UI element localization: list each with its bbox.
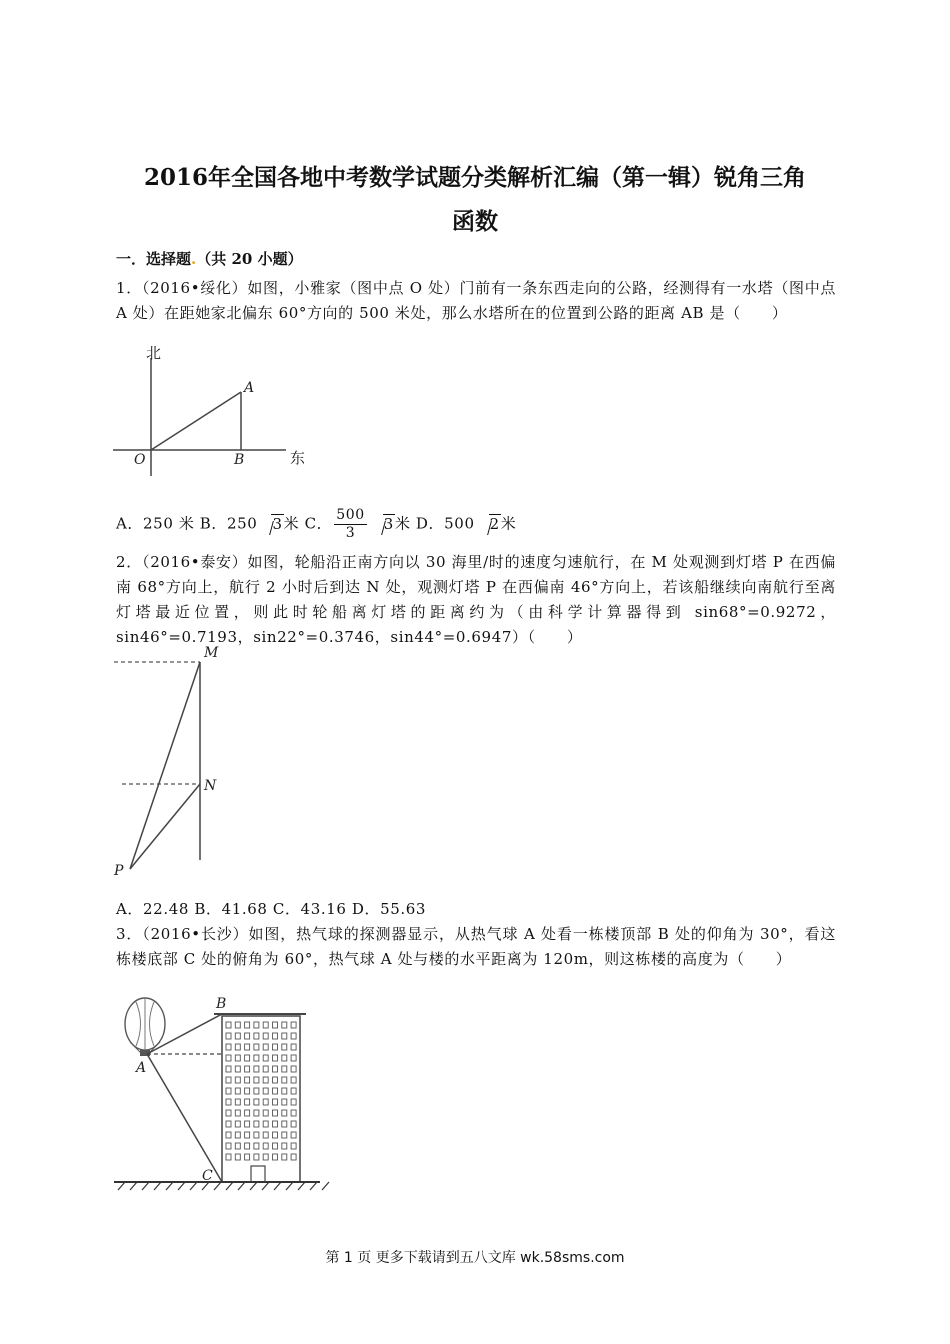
q1-option-a-b: A．250 米 B．250 — [116, 514, 258, 533]
question-1-figure — [108, 346, 318, 476]
question-3-text: 3．（2016•长沙）如图，热气球的探测器显示，从热气球 A 处看一栋楼顶部 B 处的仰角为 30°，看这栋楼底部 C 处的俯角为 60°，热气球 A 处与楼的水平距离为 120m，则这栋楼的高度为（ ） — [116, 925, 836, 968]
fraction-numerator: 500 — [336, 507, 365, 523]
label-p: P — [114, 863, 124, 879]
radicand: 3 — [272, 514, 283, 533]
sqrt-2-d — [477, 515, 501, 533]
label-o: O — [134, 452, 146, 468]
question-3-figure — [108, 990, 333, 1200]
unit-mi: 米 — [394, 514, 411, 533]
label-a: A — [136, 1060, 147, 1076]
title-line-2: 函数 — [452, 208, 498, 235]
question-2-text: 2．（2016•泰安）如图，轮船沿正南方向以 30 海里/时的速度匀速航行，在 M 处观测到灯塔 P 在西偏南 68°方向上，航行 2 小时后到达 N 处，观测灯塔 P 在西偏南 46°方向上，若该船继续向南航行至离灯塔最近位置，则此时轮船离灯塔的距离约为（由科学计算器得到 sin68°=0.9272，sin46°=0.7193，sin22°=0.3746，sin44°=0.6947）（ ） — [116, 553, 836, 646]
title-line-1: 2016年全国各地中考数学试题分类解析汇编（第一辑）锐角三角 — [143, 164, 806, 191]
sqrt-3-b — [259, 515, 283, 533]
question-2-figure — [108, 642, 228, 880]
building-windows — [226, 1022, 296, 1160]
unit-mi: 米 — [283, 514, 300, 533]
fraction-500-3 — [334, 507, 367, 542]
q1-option-d: D．500 — [410, 514, 475, 533]
question-1-options — [116, 507, 516, 542]
label-north: 北 — [146, 346, 162, 362]
label-m: M — [204, 645, 219, 661]
question-2-options: A．22.48 B．41.68 C．43.16 D．55.63 — [116, 900, 427, 918]
sqrt-3-c — [371, 515, 395, 533]
label-n: N — [204, 778, 217, 794]
label-east: 东 — [290, 449, 306, 467]
label-b: B — [234, 452, 245, 468]
fraction-denominator: 3 — [345, 525, 356, 541]
document-title — [100, 156, 850, 244]
radicand: 2 — [489, 514, 500, 533]
section-suffix: （共 20 小题） — [196, 250, 303, 268]
section-dot: . — [191, 250, 197, 268]
radicand: 3 — [383, 514, 394, 533]
label-a: A — [244, 380, 255, 396]
q1-option-c: C． — [299, 514, 333, 533]
ground-hatching — [118, 1182, 329, 1190]
label-b: B — [216, 996, 227, 1012]
page-footer: 第 1 页 更多下载请到五八文库 wk.58sms.com — [325, 1250, 625, 1266]
label-c: C — [202, 1168, 213, 1184]
section-prefix: 一．选择题 — [116, 250, 192, 268]
unit-mi: 米 — [500, 514, 517, 533]
section-heading — [116, 248, 303, 269]
question-1-text: 1．（2016•绥化）如图，小雅家（图中点 O 处）门前有一条东西走向的公路，经测得有一水塔（图中点 A 处）在距她家北偏东 60°方向的 500 米处，那么水塔所在的位置到公路的距离 AB 是（ ） — [116, 279, 836, 322]
